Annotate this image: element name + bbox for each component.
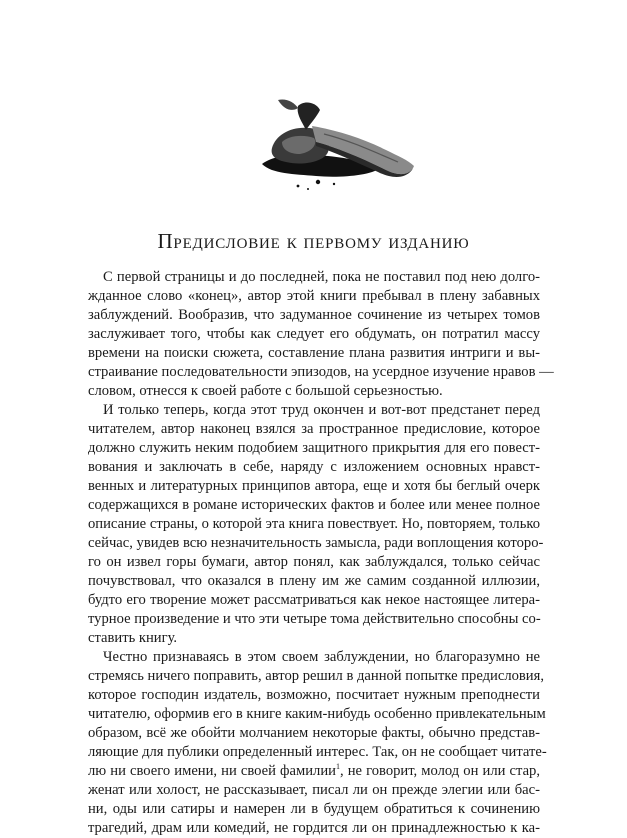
- text-segment: лю ни своего имени, ни своей фамилии: [88, 763, 336, 779]
- text-line: читателю, оформив его в книге каким-нибудь особенно привлекательным: [88, 706, 546, 722]
- text-line: будто его творение может рассматриваться как некое настоящее литера-: [88, 592, 540, 608]
- text-line: трагедий, драм или комедий, не гордится ли он принадлежностью к ка-: [88, 820, 540, 836]
- text-line: должно служить неким подобием защитного прикрытия для его повест-: [88, 440, 540, 456]
- text-line: почувствовал, что оказался в плену им же самим созданной иллюзии,: [88, 573, 540, 589]
- text-line: С первой страницы и до последней, пока не поставил под нею долго-: [103, 269, 540, 285]
- text-line: описание страны, о которой эта книга повествует. Но, повторяем, только: [88, 516, 540, 532]
- ink-vignette-illustration: [258, 96, 420, 192]
- ink-drop: [333, 183, 335, 185]
- text-line: венных и литературных принципов автора, еще и хотя бы беглый очерк: [88, 478, 540, 494]
- ink-drop: [297, 185, 300, 188]
- text-line: го он извел горы бумаги, автор понял, как заблуждался, только сейчас: [88, 554, 540, 570]
- text-line: заслуживает того, чтобы как следует его обдумать, он потратил массу: [88, 326, 540, 342]
- paragraph-1: [88, 268, 554, 401]
- text-line: времени на поиски сюжета, составление плана развития интриги и вы-: [88, 345, 540, 361]
- text-line: содержащихся в романе исторических фактов и более или менее полное: [88, 497, 540, 513]
- text-line: жданное слово «конец», автор этой книги пребывал в плену забавных: [88, 288, 540, 304]
- preface-text: [88, 268, 554, 838]
- text-line: стремясь ничего поправить, автор решил в данной попытке предисловия,: [88, 668, 544, 684]
- ribbon-shape: [298, 103, 320, 130]
- text-line: сейчас, увидев всю незначительность замысла, ради воплощения которо-: [88, 535, 544, 551]
- ink-drop: [307, 188, 309, 190]
- page-title: Предисловие к первому изданию: [157, 229, 470, 253]
- footnote-marker[interactable]: 1: [335, 762, 340, 772]
- text-line: читателем, автор наконец взялся за пространное предисловие, которое: [88, 421, 540, 437]
- text-line: Честно признаваясь в этом своем заблуждении, но благоразумно не: [103, 649, 540, 665]
- text-line: образом, всё же обойти молчанием некоторые факты, обычно представ-: [88, 725, 540, 741]
- ink-drop: [316, 180, 320, 184]
- paragraph-3: [88, 648, 547, 838]
- text-segment: , не говорит, молод он или стар,: [339, 763, 540, 779]
- text-line: заблуждений. Вообразив, что задуманное сочинение из четырех томов: [88, 307, 540, 323]
- text-line-with-footnote: [88, 762, 540, 781]
- text-line: страивание последовательности эпизодов, на усердное изучение нравов —: [88, 364, 554, 380]
- text-line: ставить книгу.: [88, 630, 178, 646]
- text-line: женат или холост, не рассказывает, писал ли он прежде элегии или бас-: [88, 782, 540, 798]
- text-line: вования и заключать в себе, наряду с изложением основных нравст-: [88, 459, 540, 475]
- paragraph-2: [88, 401, 544, 648]
- text-line: ляющие для публики определенный интерес. Так, он не сообщает читате-: [88, 744, 547, 760]
- text-line: которое господин издатель, возможно, посчитает нужным преподнести: [88, 687, 540, 703]
- ribbon-fold-shape: [278, 99, 298, 109]
- text-line: турное произведение и что эти четыре тома действительно способны со-: [88, 611, 541, 627]
- text-line: словом, отнесся к своей работе с большой серьезностью.: [88, 383, 443, 399]
- text-line: И только теперь, когда этот труд окончен и вот-вот предстанет перед: [103, 402, 540, 418]
- text-line: ни, оды или сатиры и намерен ли в будущем обратиться к сочинению: [88, 801, 540, 817]
